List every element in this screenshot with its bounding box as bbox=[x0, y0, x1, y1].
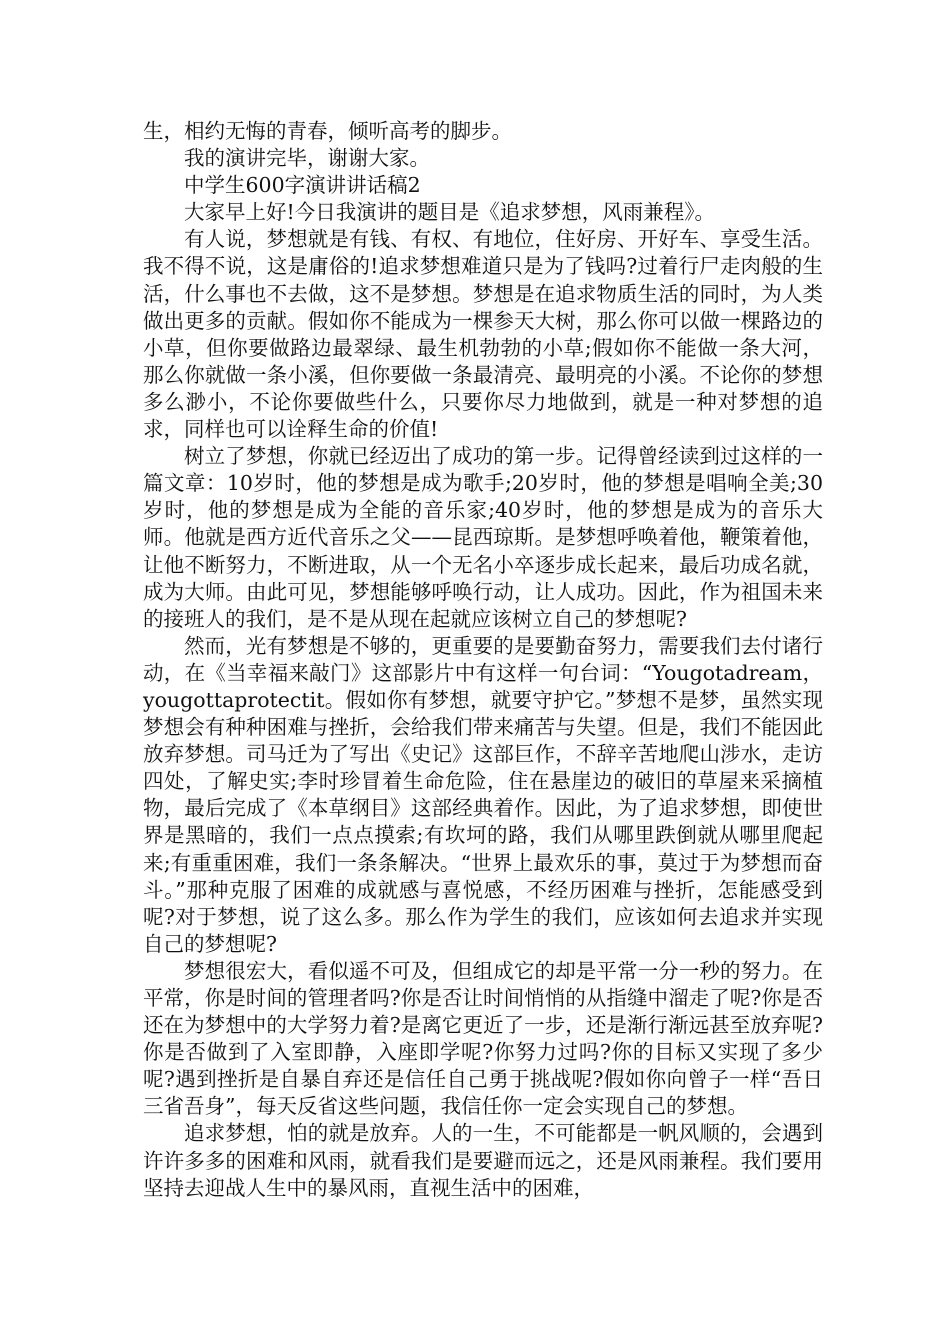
section-heading: 中学生600字演讲讲话稿2 bbox=[184, 173, 421, 198]
paragraph-body: 然而，光有梦想是不够的，更重要的是要勤奋努力，需要我们去付诸行动，在《当幸福来敲门》这部影片中有这样一句台词：“Yougotadream，yougottaprotectit。假如你有梦想，就要守护它。”梦想不是梦，虽然实现梦想会有种种困难与挫折，会给我们带来痛苦与失望。但是，我们不能因此放弃梦想。司马迁为了写出《史记》这部巨作，不辞辛苦地爬山涉水，走访四处，了解史实;李时珍冒着生命危险，住在悬崖边的破旧的草屋来采摘植物，最后完成了《本草纲目》这部经典着作。因此，为了追求梦想，即使世界是黑暗的，我们一点点摸索;有坎坷的路，我们从哪里跌倒就从哪里爬起来;有重重困难，我们一条条解决。“世界上最欢乐的事，莫过于为梦想而奋斗。”那种克服了困难的成就感与喜悦感，不经历困难与挫折，怎能感受到呢?对于梦想，说了这么多。那么作为学生的我们，应该如何去追求并实现自己的梦想呢? bbox=[143, 633, 823, 956]
paragraph-body: 树立了梦想，你就已经迈出了成功的第一步。记得曾经读到过这样的一篇文章：10岁时，他的梦想是成为歌手;20岁时，他的梦想是唱响全美;30岁时，他的梦想是成为全能的音乐家;40岁时，他的梦想是成为的音乐大师。他就是西方近代音乐之父——昆西琼斯。是梦想呼唤着他，鞭策着他，让他不断努力，不断进取，从一个无名小卒逐步成长起来，最后功成名就，成为大师。由此可见，梦想能够呼唤行动，让人成功。因此，作为祖国未来的接班人的我们，是不是从现在起就应该树立自己的梦想呢? bbox=[143, 444, 823, 631]
paragraph-body: 追求梦想，怕的就是放弃。人的一生，不可能都是一帆风顺的，会遇到许许多多的困难和风雨，就看我们是要避而远之，还是风雨兼程。我们要用坚持去迎战人生中的暴风雨，直视生活中的困难， bbox=[143, 1121, 823, 1200]
paragraph-body: 有人说，梦想就是有钱、有权、有地位，住好房、开好车、享受生活。我不得不说，这是庸俗的!追求梦想难道只是为了钱吗?过着行尸走肉般的生活，什么事也不去做，这不是梦想。梦想是在追求物质生活的同时，为人类做出更多的贡献。假如你不能成为一棵参天大树，那么你可以做一棵路边的小草，但你要做路边最翠绿、最生机勃勃的小草;假如你不能做一条大河，那么你就做一条小溪，但你要做一条最清亮、最明亮的小溪。不论你的梦想多么渺小，不论你要做些什么，只要你尽力地做到，就是一种对梦想的追求，同样也可以诠释生命的价值! bbox=[143, 227, 823, 442]
document-body bbox=[143, 118, 823, 1202]
paragraph-continuation: 生，相约无悔的青春，倾听高考的脚步。 bbox=[143, 119, 512, 143]
paragraph-body: 梦想很宏大，看似遥不可及，但组成它的却是平常一分一秒的努力。在平常，你是时间的管理者吗?你是否让时间悄悄的从指缝中溜走了呢?你是否还在为梦想中的大学努力着?是离它更近了一步，还是渐行渐远甚至放弃呢?你是否做到了入室即静，入座即学呢?你努力过吗?你的目标又实现了多少呢?遇到挫折是自暴自弃还是信任自己勇于挑战呢?假如你向曾子一样“吾日三省吾身”，每天反省这些问题，我信任你一定会实现自己的梦想。 bbox=[143, 958, 823, 1119]
paragraph-greeting: 大家早上好!今日我演讲的题目是《追求梦想，风雨兼程》。 bbox=[184, 200, 715, 225]
paragraph-closing: 我的演讲完毕，谢谢大家。 bbox=[184, 146, 430, 171]
